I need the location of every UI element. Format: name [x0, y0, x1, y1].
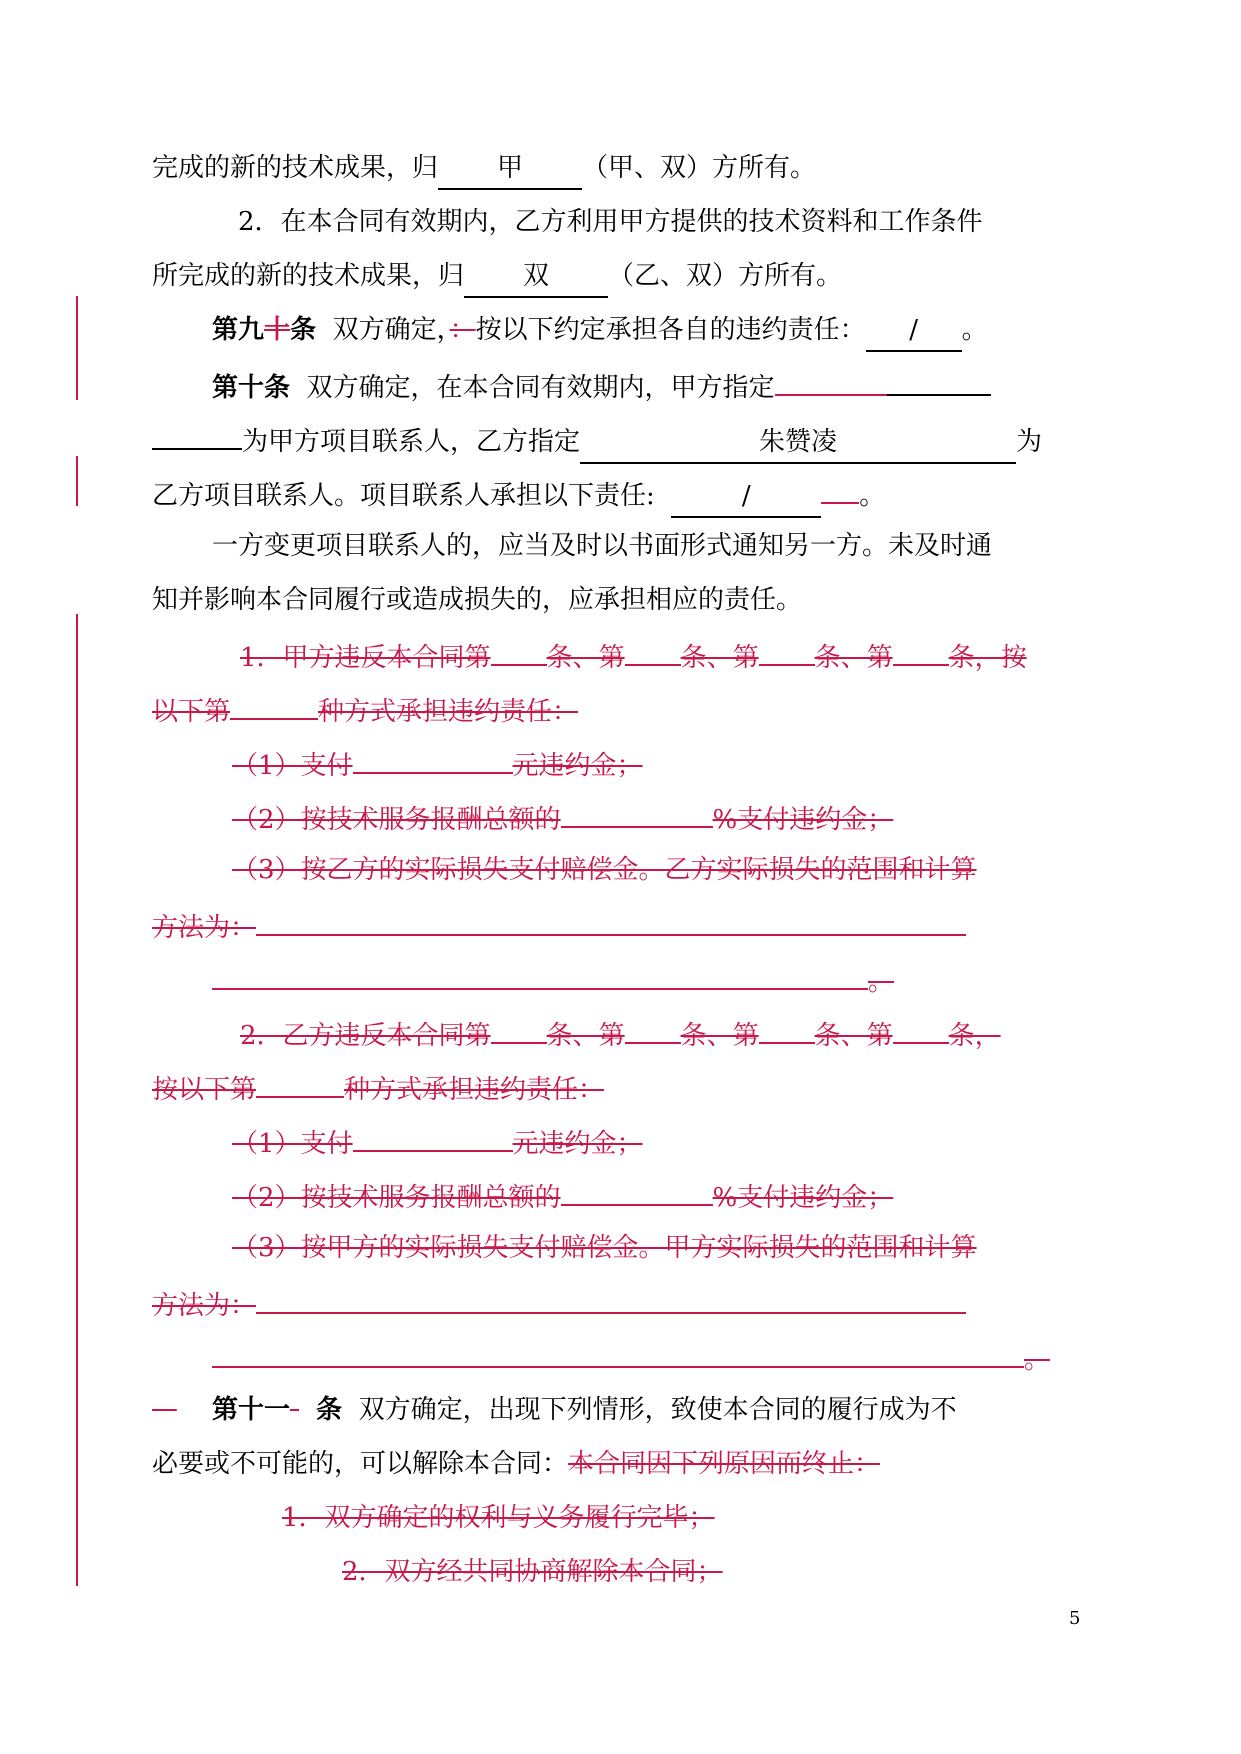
clause-11 — [152, 1390, 1112, 1430]
deleted-paragraph: 。 — [152, 1336, 1172, 1376]
text: 必要或不可能的，可以解除本合同： — [152, 1449, 569, 1479]
deleted-paragraph: （2）按技术服务报酬总额的 %支付违约金； — [152, 1174, 1172, 1214]
deleted-text — [290, 1390, 316, 1430]
deleted-paragraph: 。 — [152, 958, 1172, 998]
clause-9 — [152, 310, 1172, 350]
revision-bar — [76, 614, 78, 1586]
clause-heading: 条 — [316, 1395, 343, 1425]
text: 双方确定， — [332, 315, 450, 345]
text: 一方变更项目联系人的，应当及时以书面形式通知另一方。未及时通 — [212, 531, 993, 561]
paragraph-line — [152, 1444, 1112, 1484]
deleted-text: 本合同因下列原因而终止： — [568, 1449, 881, 1479]
deleted-paragraph: （2）按技术服务报酬总额的 %支付违约金； — [152, 796, 1172, 836]
paragraph-line — [152, 256, 1112, 296]
blank — [887, 364, 991, 396]
revision-bar — [76, 296, 78, 400]
text: 为甲方项目联系人，乙方指定 — [242, 427, 581, 457]
text: 2．在本合同有效期内，乙方利用甲方提供的技术资料和工作条件 — [238, 207, 983, 237]
text: 知并影响本合同履行或造成损失的，应承担相应的责任。 — [152, 585, 803, 615]
clause-10 — [152, 364, 1172, 404]
text: 乙方项目联系人。项目联系人承担以下责任: — [152, 481, 655, 511]
deleted-paragraph: 2．双方经共同协商解除本合同； — [342, 1557, 723, 1587]
text: 。 — [961, 315, 988, 345]
filled-blank: 甲 — [438, 148, 582, 190]
blank — [152, 418, 242, 450]
deleted-paragraph: （1）支付 元违约金； — [152, 1120, 1172, 1160]
deleted-paragraph: 以下第 种方式承担违约责任： — [152, 688, 1112, 728]
deleted-paragraph: （1）支付 元违约金； — [152, 742, 1172, 782]
paragraph-line — [152, 580, 1112, 620]
text: 双方确定，在本合同有效期内，甲方指定 — [306, 373, 775, 403]
clause-heading: 第十一 — [212, 1395, 291, 1425]
deleted-text: ： — [449, 315, 476, 345]
inserted-blank — [775, 364, 887, 396]
clause-heading: 第十条 — [212, 373, 291, 403]
page-number: 5 — [1069, 1608, 1081, 1629]
text: 按以下约定承担各自的违约责任： — [475, 315, 866, 345]
filled-blank: 朱赞凌 — [580, 422, 1016, 464]
deleted-paragraph: 1．甲方违反本合同第 条、第 条、第 条、第 条，按 — [152, 634, 1172, 674]
filled-blank: / — [671, 476, 821, 518]
deleted-text: 十 — [264, 315, 291, 345]
inserted-blank — [821, 472, 859, 504]
deleted-paragraph: （3）按甲方的实际损失支付赔偿金。甲方实际损失的范围和计算 — [232, 1233, 977, 1263]
deleted-indent — [152, 1390, 212, 1430]
paragraph-line — [152, 148, 1112, 188]
paragraph-line — [152, 418, 1112, 458]
text: 为 — [1016, 427, 1043, 457]
paragraph-line — [152, 472, 1112, 512]
paragraph-line — [152, 202, 1198, 242]
text: 完成的新的技术成果，归 — [152, 153, 439, 183]
deleted-paragraph: 2．乙方违反本合同第 条、第 条、第 条、第 条， — [152, 1012, 1172, 1052]
filled-blank: 双 — [464, 256, 608, 298]
paragraph-line — [152, 526, 1172, 566]
revision-bar — [76, 456, 78, 506]
deleted-paragraph: 按以下第 种方式承担违约责任： — [152, 1066, 1112, 1106]
text: （乙、双）方所有。 — [608, 261, 843, 291]
text: （甲、双）方所有。 — [582, 153, 817, 183]
deleted-paragraph: 1．双方确定的权利与义务履行完毕； — [282, 1503, 715, 1533]
text: 。 — [859, 481, 886, 511]
clause-heading: 第九 — [212, 315, 265, 345]
text: 双方确定，出现下列情形，致使本合同的履行成为不 — [358, 1395, 957, 1425]
deleted-paragraph: 方法为： — [152, 1282, 1112, 1322]
clause-heading: 条 — [290, 315, 317, 345]
deleted-paragraph: 方法为： — [152, 904, 1112, 944]
filled-blank: / — [866, 310, 962, 352]
deleted-paragraph: （3）按乙方的实际损失支付赔偿金。乙方实际损失的范围和计算 — [232, 855, 977, 885]
text: 所完成的新的技术成果，归 — [152, 261, 465, 291]
